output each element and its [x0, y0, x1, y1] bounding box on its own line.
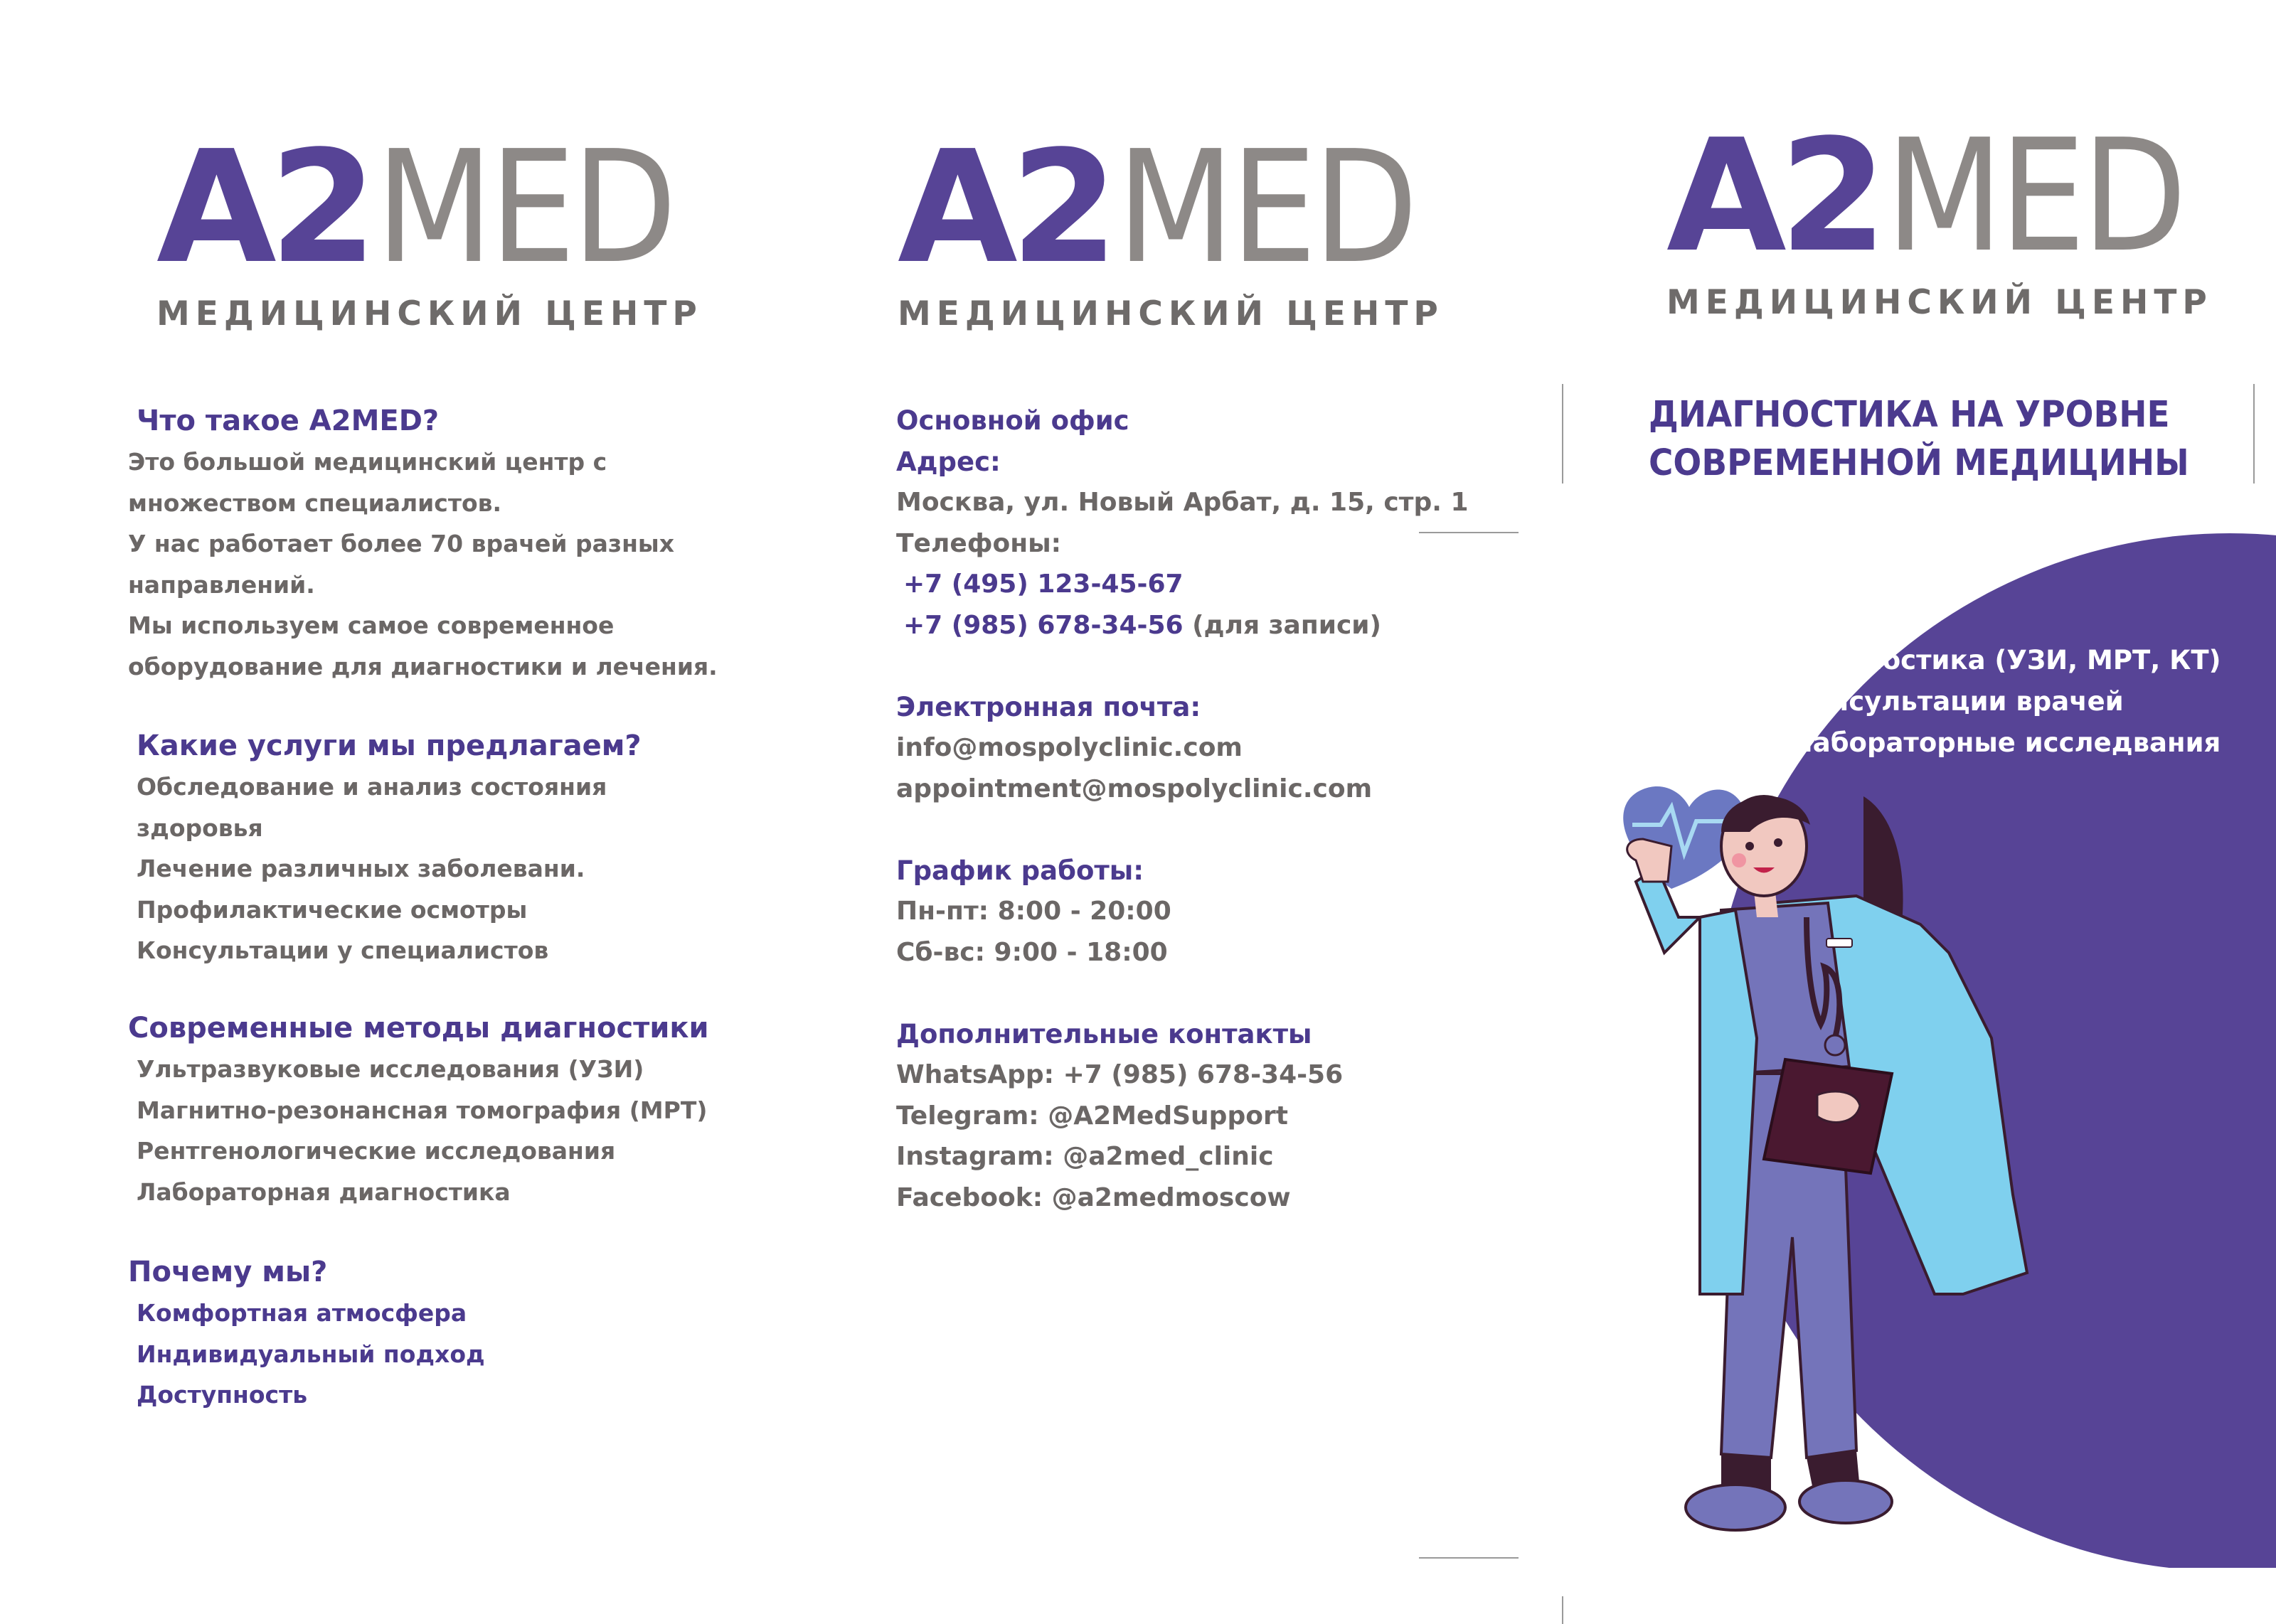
why-line: Доступность [137, 1381, 308, 1409]
logo-subtitle: МЕДИЦИНСКИЙ ЦЕНТР [156, 294, 703, 333]
phone-2-line [896, 605, 1469, 646]
office-title: Основной офис [896, 405, 1129, 436]
logo-mark [1666, 107, 2224, 287]
bullet-text: Диагностика (УЗИ, МРТ, КТ) [1791, 645, 2221, 675]
why-line: Комфортная атмосфера [137, 1299, 467, 1327]
methods-line: Магнитно-резонансная томография (МРТ) [137, 1096, 708, 1124]
about-line: множеством специалистов. [128, 488, 502, 517]
why-line: Индивидуальный подход [137, 1340, 485, 1368]
about-line: Мы используем самое современное [128, 611, 615, 639]
services-line: Лечение различных заболевани. [137, 855, 585, 882]
phone-2-note: (для записи) [1183, 610, 1381, 640]
email-1: info@mospolyclinic.com [896, 733, 1243, 762]
schedule-weekdays: Пн-пт: 8:00 - 20:00 [896, 897, 1171, 926]
logo-subtitle: МЕДИЦИНСКИЙ ЦЕНТР [898, 294, 1444, 333]
about-line: оборудование для диагностики и лечения. [128, 652, 718, 680]
services-title: Какие услуги мы предлагаем? [137, 730, 642, 762]
services-line: Обследование и анализ состояния [137, 773, 607, 801]
logo-med: MED [1886, 107, 2184, 287]
doctor-illustration [1593, 739, 2219, 1578]
bullet-item [1770, 681, 2221, 722]
logo [1666, 107, 2224, 322]
fold-mark [1419, 1557, 1519, 1559]
services-line: Профилактические осмотры [137, 895, 528, 924]
email-title: Электронная почта: [896, 691, 1201, 722]
phone-1: +7 (495) 123-45-67 [903, 570, 1184, 599]
telegram: Telegram: @A2MedSupport [896, 1101, 1288, 1131]
methods-title: Современные методы диагностики [128, 1012, 709, 1045]
methods-line: Рентгенологические исследования [137, 1137, 616, 1165]
logo-mark [156, 118, 714, 298]
why-title: Почему мы? [128, 1256, 328, 1288]
about-line: Это большой медицинский центр с [128, 448, 607, 476]
logo-subtitle: МЕДИЦИНСКИЙ ЦЕНТР [1666, 283, 2213, 322]
schedule-weekend: Сб-вс: 9:00 - 18:00 [896, 937, 1168, 967]
logo [898, 118, 1455, 333]
methods-line: Ультразвуковые исследования (УЗИ) [137, 1055, 644, 1083]
fold-mark [1419, 532, 1519, 533]
bullet-dot-icon [1770, 696, 1778, 705]
about-line: У нас работает более 70 врачей разных [128, 530, 675, 557]
logo-med: MED [376, 118, 674, 298]
bullet-item [1770, 640, 2221, 681]
logo-a2: A2 [1666, 107, 1881, 287]
methods-line: Лабораторная диагностика [137, 1177, 511, 1206]
services-section [128, 725, 642, 971]
methods-section [128, 1008, 709, 1212]
services-line: здоровья [137, 813, 263, 842]
logo-mark [898, 118, 1455, 298]
headline-line: ДИАГНОСТИКА НА УРОВНЕ [1649, 394, 2170, 436]
facebook: Facebook: @a2medmoscow [896, 1182, 1291, 1212]
address-text: Москва, ул. Новый Арбат, д. 15, стр. 1 [896, 488, 1469, 517]
bullet-dot-icon [1770, 655, 1778, 663]
phones-label: Телефоны: [896, 528, 1062, 558]
email-2: appointment@mospolyclinic.com [896, 774, 1373, 803]
headline-line: СОВРЕМЕННОЙ МЕДИЦИНЫ [1649, 442, 2189, 484]
headline [1649, 391, 2189, 488]
contacts-section [896, 400, 1469, 1218]
logo-a2: A2 [156, 118, 371, 298]
extra-contacts-title: Дополнительные контакты [896, 1018, 1312, 1049]
bullet-text: Лабораторные исследвания [1791, 727, 2221, 758]
why-section [128, 1251, 485, 1416]
instagram: Instagram: @a2med_clinic [896, 1142, 1274, 1171]
services-line: Консультации у специалистов [137, 936, 549, 964]
schedule-title: График работы: [896, 855, 1144, 886]
phone-2: +7 (985) 678-34-56 [903, 610, 1184, 640]
about-line: направлений. [128, 570, 315, 599]
address-label: Адрес: [896, 446, 1001, 477]
about-section [128, 400, 718, 687]
logo-a2: A2 [898, 118, 1112, 298]
bullet-text: Консультации врачей [1791, 686, 2124, 717]
whatsapp: WhatsApp: +7 (985) 678-34-56 [896, 1060, 1344, 1089]
logo-med: MED [1117, 118, 1415, 298]
about-title: Что такое A2MED? [137, 405, 440, 437]
logo [156, 118, 714, 333]
